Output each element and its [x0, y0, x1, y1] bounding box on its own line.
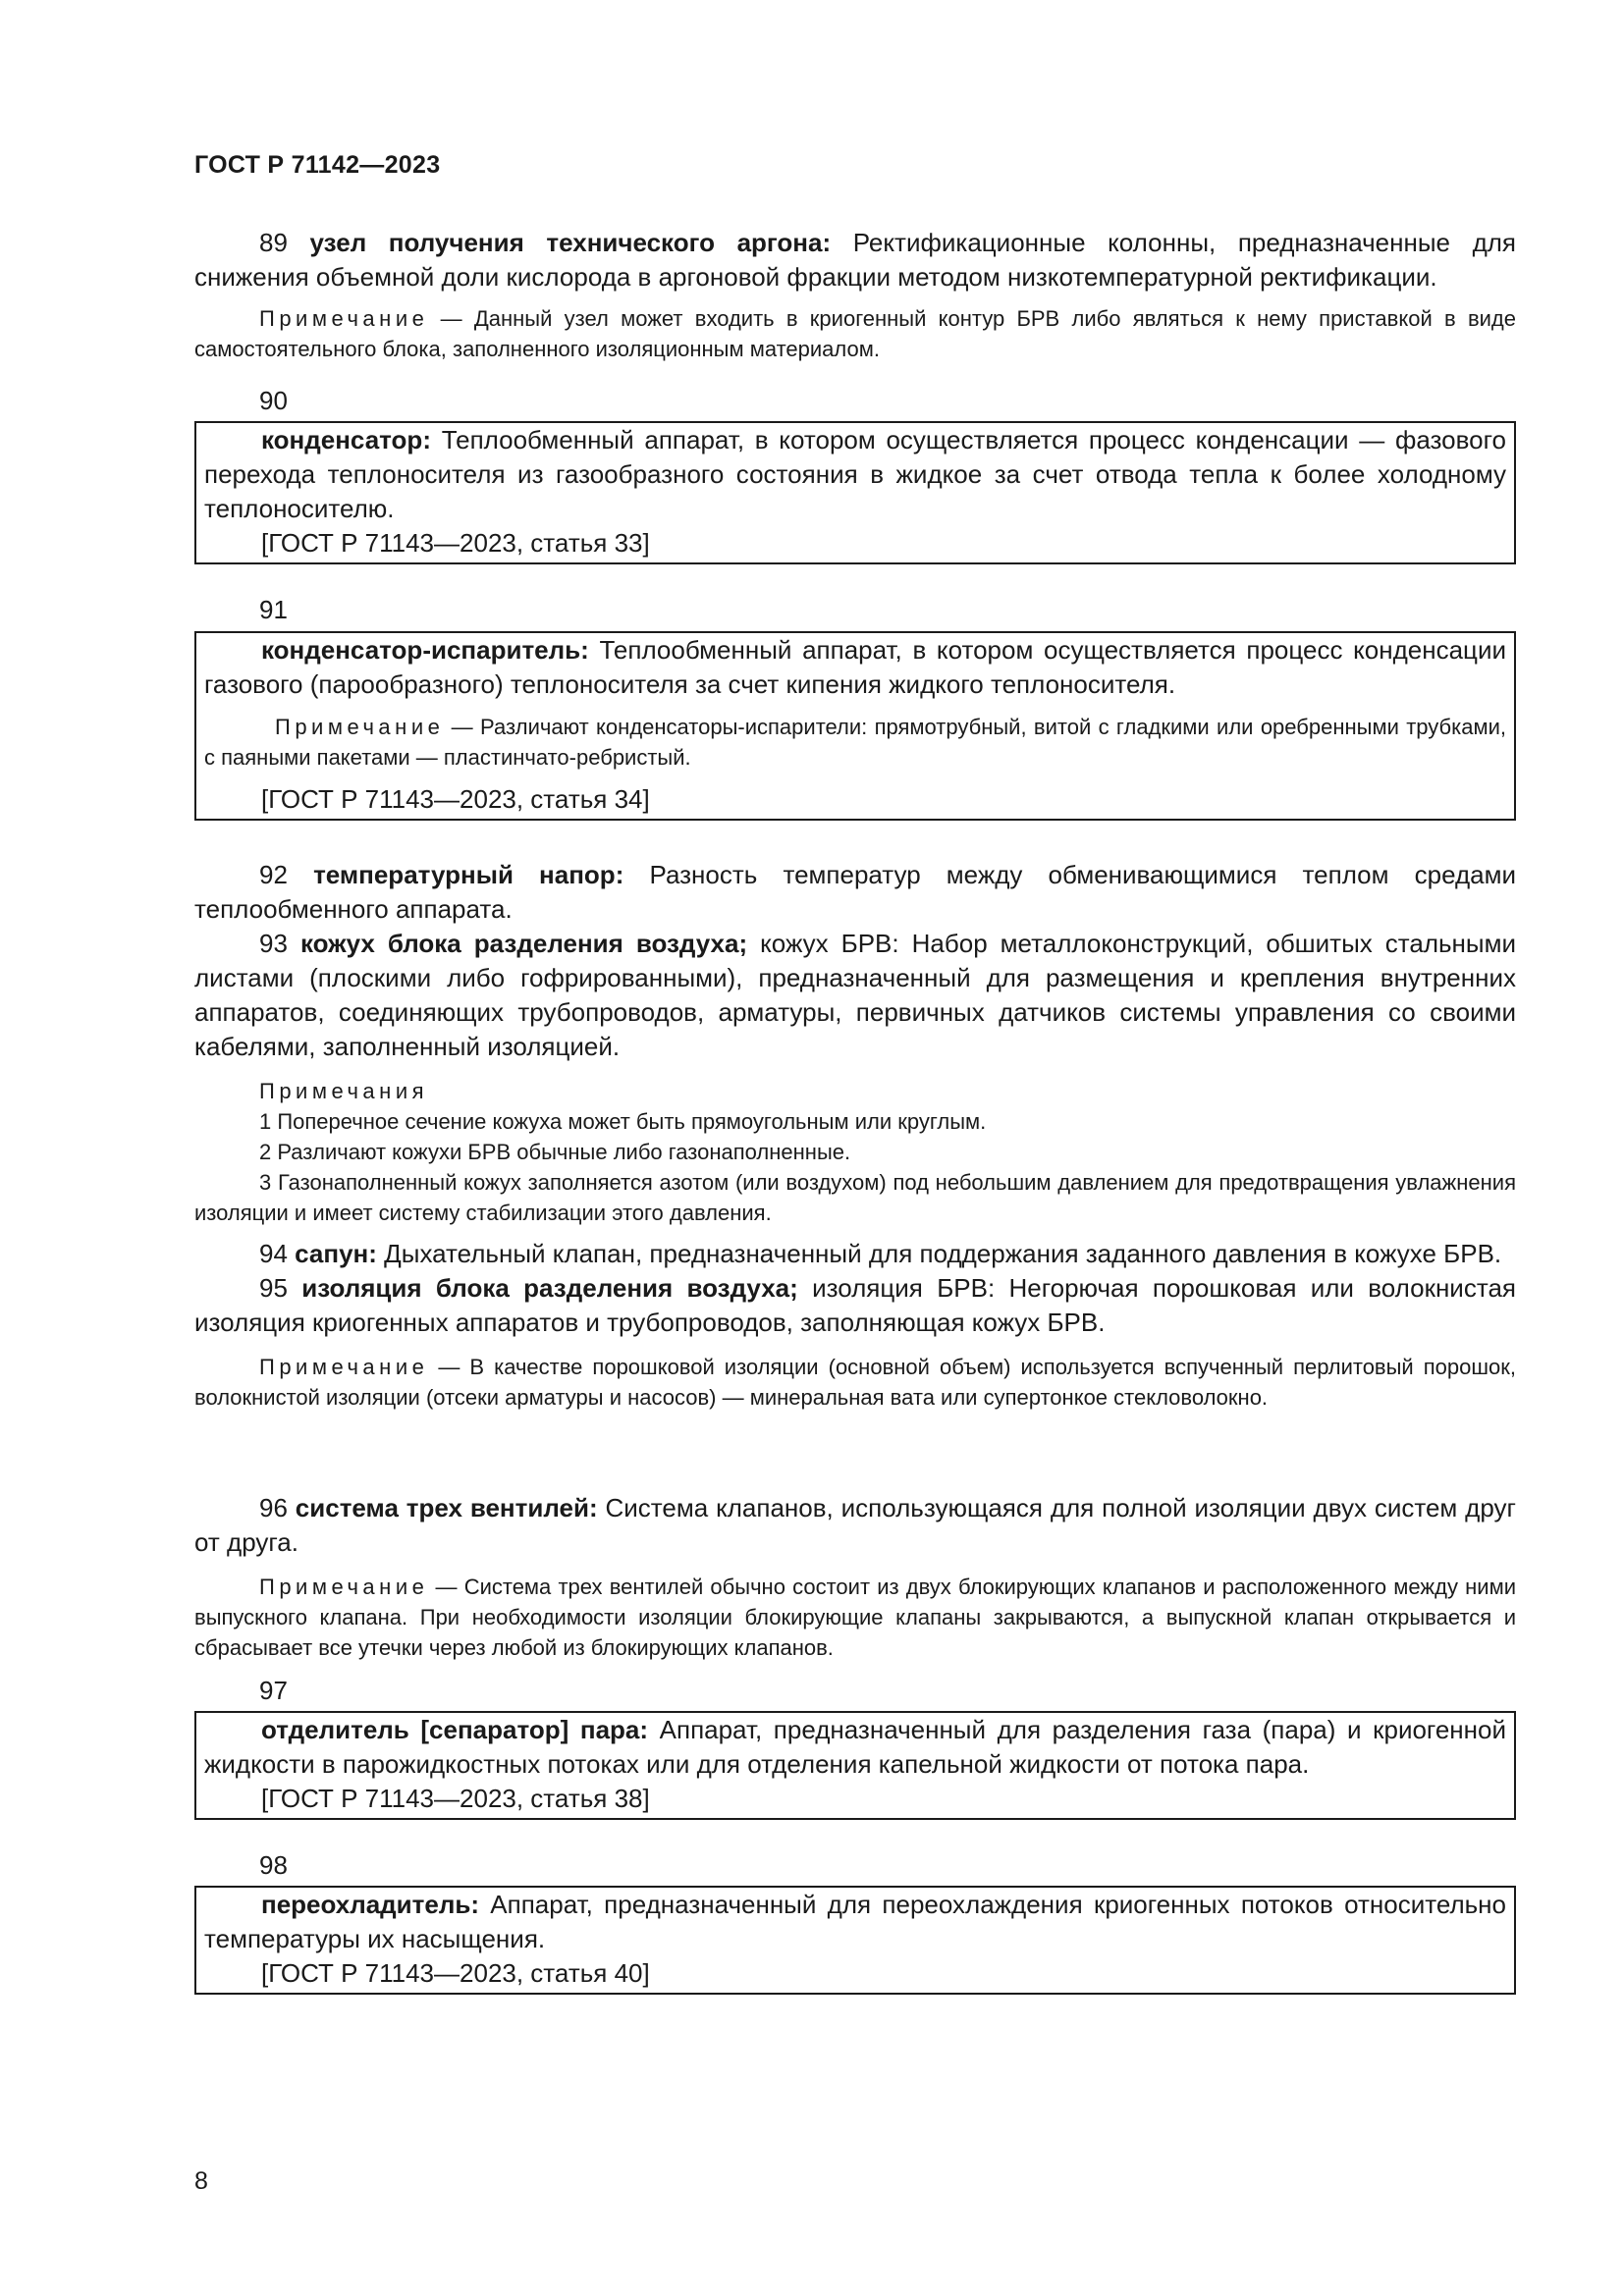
term-96-definition	[194, 1491, 1516, 1560]
term-number: 93	[259, 929, 288, 958]
note-label: Примечание	[259, 1355, 429, 1379]
term-box-91	[194, 631, 1516, 821]
term-definition: кожух БРВ: Набор металлоконструкций, обшитых стальными листами (плоскими либо гофрированными), предназначенный для размещения и крепления внутренних аппаратов, соединяющих трубопроводов, арматуры, первичных датчиков системы управления со своими кабелями, заполненный изоляцией.	[194, 929, 1517, 1061]
note-item: 3 Газонаполненный кожух заполняется азотом (или воздухом) под небольшим давлением для предотвращения увлажнения изоляции и имеет систему стабилизации этого давления.	[194, 1170, 1516, 1225]
term-entries-92-93	[194, 858, 1516, 1228]
page-number: 8	[194, 2167, 208, 2195]
term-source: [ГОСТ Р 71143—2023, статья 38]	[261, 1784, 650, 1813]
term-95-note	[194, 1352, 1516, 1413]
term-number: 89	[259, 228, 288, 257]
term-name: сапун:	[295, 1239, 377, 1268]
term-entry-89	[194, 226, 1516, 364]
term-93-notes-label: Примечания	[259, 1079, 429, 1103]
term-94-definition	[194, 1237, 1516, 1271]
term-name: кожух блока разделения воздуха;	[299, 929, 748, 958]
note-text: — Данный узел может входить в криогенный контур БРВ либо являться к нему приставкой в виде самостоятельного блока, заполненного изоляционным материалом.	[194, 306, 1516, 361]
term-number: 94	[259, 1239, 288, 1268]
term-source: [ГОСТ Р 71143—2023, статья 33]	[261, 528, 650, 558]
term-source: [ГОСТ Р 71143—2023, статья 34]	[261, 784, 650, 814]
term-name: изоляция блока разделения воздуха;	[301, 1273, 798, 1303]
term-name: узел получения технического аргона:	[309, 228, 832, 257]
term-number-98: 98	[259, 1850, 288, 1880]
term-definition: Дыхательный клапан, предназначенный для поддержания заданного давления в кожухе БРВ.	[376, 1239, 1502, 1268]
term-name: конденсатор-испаритель:	[261, 635, 589, 665]
term-91-definition	[204, 633, 1506, 702]
term-definition: Аппарат, предназначенный для разделения газа (пара) и криогенной жидкости в парожидкостных потоках или для отделения капельной жидкости от потока пара.	[204, 1715, 1507, 1779]
term-entries-94-95	[194, 1237, 1516, 1413]
term-definition: Разность температур между обменивающимися теплом средами теплообменного аппарата.	[194, 860, 1517, 924]
term-entry-96	[194, 1491, 1516, 1663]
note-item: 1 Поперечное сечение кожуха может быть прямоугольным или круглым.	[259, 1109, 987, 1134]
note-text: — Система трех вентилей обычно состоит из двух блокирующих клапанов и расположенного между ними выпускного клапана. При необходимости изоляции блокирующие клапаны закрываются, а выпускной клапан открывается и сбрасывает все утечки через любой из блокирующих клапанов.	[194, 1575, 1516, 1660]
term-definition: Аппарат, предназначенный для переохлаждения криогенных потоков относительно температуры их насыщения.	[204, 1890, 1506, 1953]
term-number: 96	[259, 1493, 288, 1522]
term-95-definition	[194, 1271, 1516, 1340]
term-89-note	[194, 303, 1516, 364]
note-label: Примечание	[259, 1575, 429, 1599]
term-box-97	[194, 1711, 1516, 1820]
note-text: — В качестве порошковой изоляции (основной объем) используется вспученный перлитовый порошок, волокнистой изоляции (отсеки арматуры и насосов) — минеральная вата или супертонкое стекловолокно.	[194, 1355, 1516, 1410]
term-98-definition	[204, 1888, 1506, 1956]
note-label: Примечание	[259, 306, 429, 331]
term-number-90: 90	[259, 386, 288, 415]
term-definition: Ректификационные колонны, предназначенные для снижения объемной доли кислорода в аргоновой фракции методом низкотемпературной ректификации.	[194, 228, 1517, 292]
term-96-note	[194, 1572, 1516, 1663]
note-item: 2 Различают кожухи БРВ обычные либо газонаполненные.	[259, 1140, 851, 1164]
term-97-definition	[204, 1713, 1506, 1782]
term-definition: Система клапанов, использующаяся для полной изоляции двух систем друг от друга.	[194, 1493, 1516, 1557]
note-text: — Различают конденсаторы-испарители: прямотрубный, витой с гладкими или оребренными трубками, с паяными пакетами — пластинчато-ребристый.	[204, 715, 1506, 770]
term-name: переохладитель:	[261, 1890, 480, 1919]
term-number: 95	[259, 1273, 288, 1303]
term-90-definition	[204, 423, 1506, 526]
term-number-91: 91	[259, 595, 288, 624]
term-91-note	[204, 712, 1506, 773]
term-number: 92	[259, 860, 288, 889]
term-name: температурный напор:	[313, 860, 624, 889]
term-number-97: 97	[259, 1676, 288, 1705]
term-box-98	[194, 1886, 1516, 1995]
term-definition: Теплообменный аппарат, в котором осуществляется процесс конденсации газового (парообразного) теплоносителя за счет кипения жидкого теплоносителя.	[204, 635, 1506, 699]
term-box-90	[194, 421, 1516, 564]
term-source: [ГОСТ Р 71143—2023, статья 40]	[261, 1958, 650, 1988]
term-93-definition	[194, 927, 1516, 1064]
document-code: ГОСТ Р 71142—2023	[194, 151, 441, 179]
term-definition: Теплообменный аппарат, в котором осуществляется процесс конденсации — фазового перехода теплоносителя из газообразного состояния в жидкое за счет отвода тепла к более холодному теплоносителю.	[204, 425, 1506, 523]
term-definition: изоляция БРВ: Негорючая порошковая или волокнистая изоляция криогенных аппаратов и трубопроводов, заполняющая кожух БРВ.	[194, 1273, 1516, 1337]
term-name: конденсатор:	[261, 425, 431, 454]
term-name: отделитель [сепаратор] пара:	[261, 1715, 649, 1744]
note-label: Примечание	[275, 715, 445, 739]
term-name: система трех вентилей:	[295, 1493, 598, 1522]
term-89-definition	[194, 226, 1516, 294]
term-92-definition	[194, 858, 1516, 927]
